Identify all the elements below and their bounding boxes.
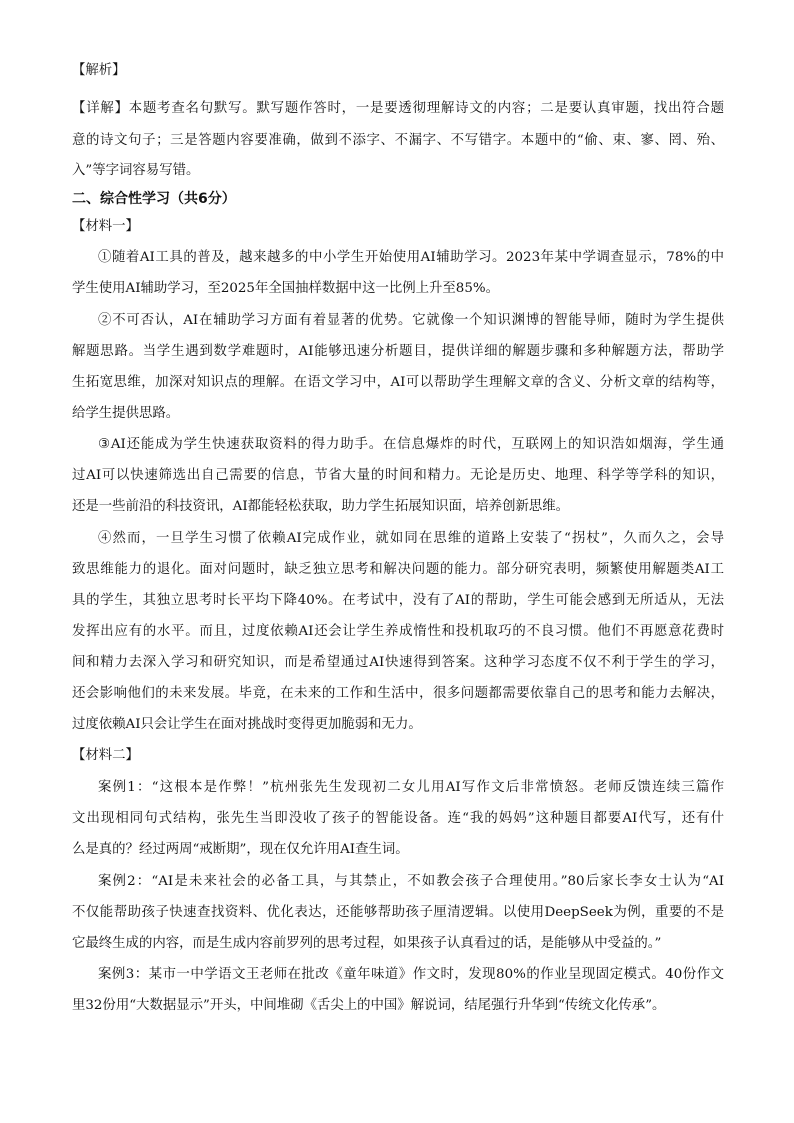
paragraph-line: 过AI可以快速筛选出自己需要的信息，节省大量的时间和精力。无论是历史、地理、科学等学科的知识，: [72, 468, 724, 483]
case-line: 案例1：“这根本是作弊！”杭州张先生发现初二女儿用AI写作文后非常愤怒。老师反馈连续三篇作: [98, 780, 724, 795]
paragraph-line: 生拓宽思维，加深对知识点的理解。在语文学习中，AI可以帮助学生理解文章的含义、分析文章的结构等，: [72, 375, 724, 390]
paragraph-line: ②不可否认，AI在辅助学习方面有着显著的优势。它就像一个知识渊博的智能导师，随时为学生提供: [98, 313, 724, 328]
paragraph-line: ①随着AI工具的普及，越来越多的中小学生开始使用AI辅助学习。2023年某中学调查显示，78%的中: [98, 250, 724, 265]
paragraph-line: 具的学生，其独立思考时长平均下降40%。在考试中，没有了AI的帮助，学生可能会感到无所适从，无法: [72, 593, 724, 608]
paragraph-line: 还会影响他们的未来发展。毕竟，在未来的工作和生活中，很多问题都需要依靠自己的思考和能力去解决，: [72, 686, 724, 701]
paragraph-line: 致思维能力的退化。面对问题时，缺乏独立思考和解决问题的能力。部分研究表明，频繁使用解题类AI工: [72, 562, 724, 577]
analysis-detail-line: 意的诗文句子；三是答题内容要准确，做到不添字、不漏字、不写错字。本题中的“偷、束、寥、罔、殆、: [72, 133, 724, 148]
case-line: 案例3：某市一中学语文王老师在批改《童年味道》作文时，发现80%的作业呈现固定模式。40份作文: [98, 967, 724, 982]
case-line: 里32份用“大数据显示”开头，中间堆砌《舌尖上的中国》解说词，结尾强行升华到“传统文化传承”。: [72, 998, 666, 1013]
paragraph-line: 还是一些前沿的科技资讯，AI都能轻松获取，助力学生拓展知识面，培养创新思维。: [72, 499, 570, 514]
paragraph-line: 过度依赖AI只会让学生在面对挑战时变得更加脆弱和无力。: [72, 717, 422, 732]
paragraph-line: 解题思路。当学生遇到数学难题时，AI能够迅速分析题目，提供详细的解题步骤和多种解题方法，帮助学: [72, 344, 724, 359]
analysis-detail-line: 【详解】本题考查名句默写。默写题作答时，一是要透彻理解诗文的内容；二是要认真审题，找出符合题: [72, 101, 724, 116]
analysis-detail-line: 入”等字词容易写错。: [72, 163, 200, 178]
material1-label: 【材料一】: [72, 219, 139, 234]
material2-label: 【材料二】: [72, 748, 139, 763]
section-heading: 二、综合性学习（共6分）: [72, 191, 236, 207]
analysis-label: 【解析】: [72, 63, 126, 78]
paragraph-line: 发挥出应有的水平。而且，过度依赖AI还会让学生养成惰性和投机取巧的不良习惯。他们不再愿意花费时: [72, 624, 724, 639]
paragraph-line: 间和精力去深入学习和研究知识，而是希望通过AI快速得到答案。这种学习态度不仅不利于学生的学习，: [72, 655, 724, 670]
paragraph-line: ③AI还能成为学生快速获取资料的得力助手。在信息爆炸的时代，互联网上的知识浩如烟海，学生通: [98, 437, 724, 452]
case-line: 它最终生成的内容，而是生成内容前罗列的思考过程，如果孩子认真看过的话，是能够从中受益的。”: [72, 936, 662, 951]
paragraph-line: 学生使用AI辅助学习，至2025年全国抽样数据中这一比例上升至85%。: [72, 281, 499, 296]
paragraph-line: ④然而，一旦学生习惯了依赖AI完成作业，就如同在思维的道路上安装了“拐杖”，久而久之，会导: [98, 531, 724, 546]
paragraph-line: 给学生提供思路。: [72, 406, 180, 421]
case-line: 不仅能帮助孩子快速查找资料、优化表达，还能够帮助孩子厘清逻辑。以使用DeepSeek为例，重要的不是: [72, 905, 724, 920]
case-line: 么是真的？经过两周“戒断期”，现在仅允许用AI查生词。: [72, 842, 409, 857]
case-line: 文出现相同句式结构，张先生当即没收了孩子的智能设备。连“我的妈妈”这种题目都要AI代写，还有什: [72, 811, 724, 826]
case-line: 案例2：“AI是未来社会的必备工具，与其禁止，不如教会孩子合理使用。”80后家长李女士认为“AI: [98, 874, 724, 889]
